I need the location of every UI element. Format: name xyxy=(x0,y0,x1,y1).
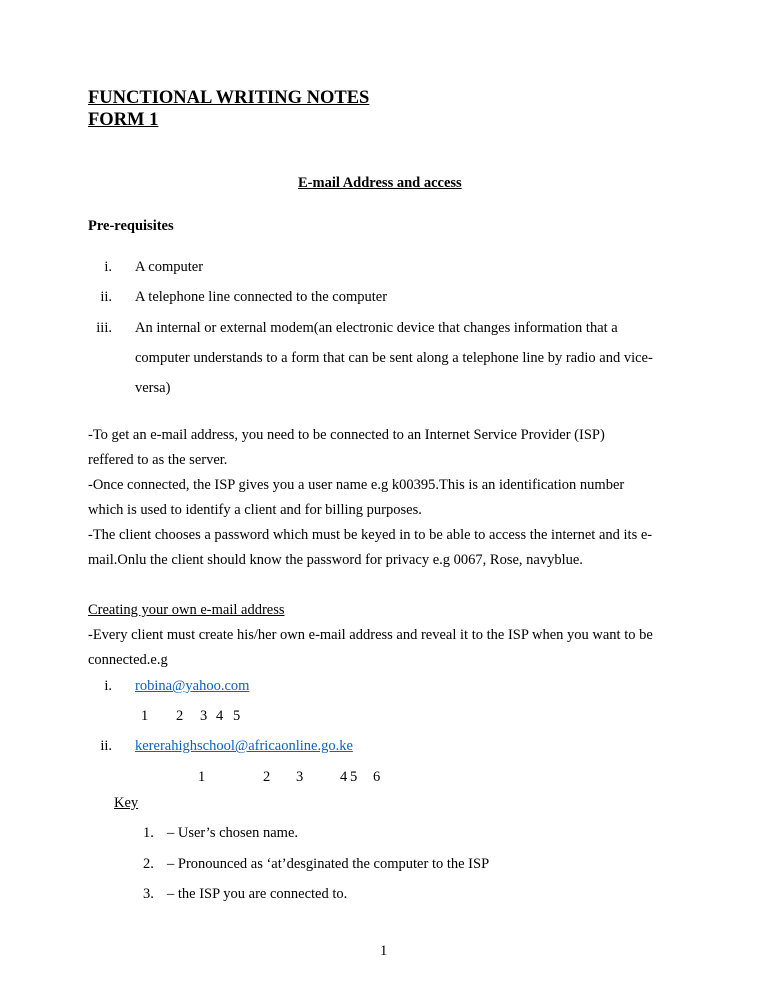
prereq-heading: Pre-requisites xyxy=(88,218,174,234)
section-heading: E-mail Address and access xyxy=(298,175,462,191)
para3-line2: mail.Onlu the client should know the password for privacy e.g 0067, Rose, navyblue. xyxy=(88,552,583,568)
example1-part-3: 3 xyxy=(200,708,208,724)
example2-email-link[interactable]: kererahighschool@africaonline.go.ke xyxy=(135,738,353,754)
page-number: 1 xyxy=(380,943,388,959)
key-num-3: 3. xyxy=(143,886,154,902)
example1-numeral: i. xyxy=(104,678,112,694)
example1-email-link[interactable]: robina@yahoo.com xyxy=(135,678,250,694)
key-num-2: 2. xyxy=(143,856,154,872)
creating-line1: -Every client must create his/her own e-mail address and reveal it to the ISP when you want to be xyxy=(88,627,653,643)
example2-part-4: 4 xyxy=(340,769,348,785)
example2-part-1: 1 xyxy=(198,769,206,785)
para3-line1: -The client chooses a password which must be keyed in to be able to access the internet and its e- xyxy=(88,527,653,543)
key-item-3: – the ISP you are connected to. xyxy=(167,886,348,902)
creating-line2: connected.e.g xyxy=(88,652,168,668)
key-item-2: – Pronounced as ‘at’desginated the computer to the ISP xyxy=(167,856,490,872)
prereq-item-3-line3: versa) xyxy=(135,380,171,396)
example2-part-6: 6 xyxy=(373,769,381,785)
example2-numeral: ii. xyxy=(100,738,112,754)
para2-line2: which is used to identify a client and for billing purposes. xyxy=(88,502,422,518)
para2-line1: -Once connected, the ISP gives you a user name e.g k00395.This is an identification number xyxy=(88,477,625,493)
prereq-numeral-2: ii. xyxy=(100,289,112,305)
prereq-numeral-1: i. xyxy=(104,259,112,275)
example1-part-5: 5 xyxy=(233,708,241,724)
example1-part-1: 1 xyxy=(141,708,149,724)
example1-part-2: 2 xyxy=(176,708,184,724)
example2-part-5: 5 xyxy=(350,769,358,785)
key-heading: Key xyxy=(114,795,139,811)
example1-part-4: 4 xyxy=(216,708,224,724)
para1-line2: reffered to as the server. xyxy=(88,452,228,468)
key-item-1: – User’s chosen name. xyxy=(167,825,299,841)
creating-heading: Creating your own e-mail address xyxy=(88,602,285,618)
document-subtitle: FORM 1 xyxy=(88,110,159,130)
prereq-numeral-3: iii. xyxy=(96,320,112,336)
prereq-item-3-line2: computer understands to a form that can be sent along a telephone line by radio and vice- xyxy=(135,350,653,366)
key-num-1: 1. xyxy=(143,825,154,841)
para1-line1: -To get an e-mail address, you need to be connected to an Internet Service Provider (ISP) xyxy=(88,427,605,443)
example2-part-2: 2 xyxy=(263,769,271,785)
prereq-item-1: A computer xyxy=(135,259,204,275)
example2-part-3: 3 xyxy=(296,769,304,785)
prereq-item-3-line1: An internal or external modem(an electronic device that changes information that a xyxy=(135,320,618,336)
document-title: FUNCTIONAL WRITING NOTES xyxy=(88,88,370,108)
prereq-item-2: A telephone line connected to the computer xyxy=(135,289,388,305)
